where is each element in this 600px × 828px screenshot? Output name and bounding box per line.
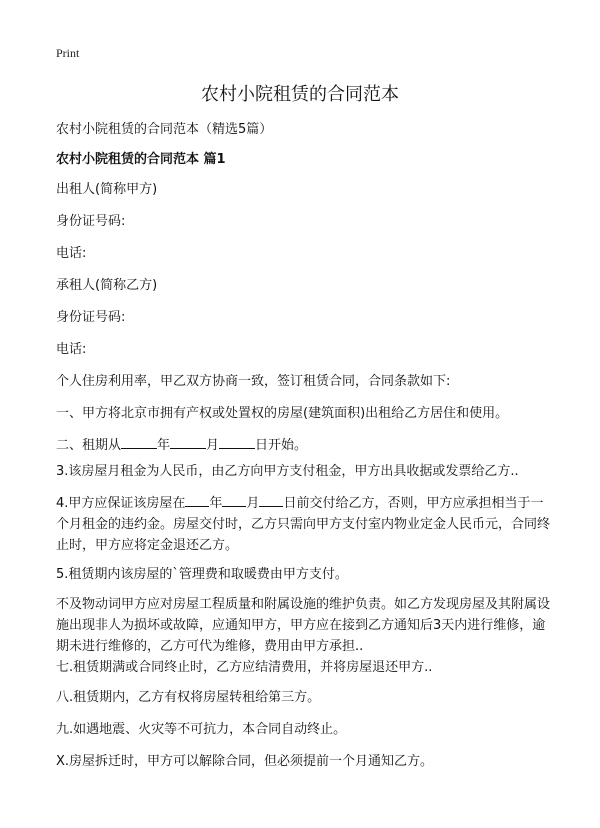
delivery-month-blank [222,492,246,507]
clause-7: 七.租赁期满或合同终止时，乙方应结清费用，并将房屋退还甲方.. [56,660,433,675]
clause-8: 八.租赁期内，乙方有权将房屋转租给第三方。 [56,690,321,705]
lessor-phone-label: 电话: [56,246,87,261]
delivery-day-blank [259,492,283,507]
lessee-phone-label: 电话: [56,342,87,357]
contract-intro: 个人住房利用率，甲乙双方协商一致，签订租赁合同，合同条款如下: [56,374,451,389]
clause-9: 九.如遇地震、火灾等不可抗力，本合同自动终止。 [56,722,347,737]
clause-2-text-a: 二、租期从 [56,438,122,453]
clause-10: X.房屋拆迁时，甲方可以解除合同，但必须提前一个月通知乙方。 [56,754,434,769]
day-blank [219,434,255,449]
clause-2 [56,434,556,456]
clause-6: 不及物动词甲方应对房屋工程质量和附属设施的维护负责。如乙方发现房屋及其附属设施出现非人为损坏或故障，应通知甲方，甲方应在接到乙方通知后3天内进行维修，逾期未进行维修的，乙方可代为维修，费用由甲方承担.. [56,597,551,654]
clause-4 [56,492,556,556]
clause-4-text-b: 年 [209,496,223,511]
delivery-year-blank [185,492,209,507]
clause-4-text-a: 4.甲方应保证该房屋在 [56,496,186,511]
lessor-id-label: 身份证号码: [56,214,126,229]
document-title: 农村小院租赁的合同范本 [201,84,399,105]
document-subtitle: 农村小院租赁的合同范本（精选5篇） [56,122,273,137]
section-heading: 农村小院租赁的合同范本 篇1 [56,152,226,167]
lessee-id-label: 身份证号码: [56,310,126,325]
print-link[interactable]: Print [56,46,80,60]
clause-1: 一、甲方将北京市拥有产权或处置权的房屋(建筑面积)出租给乙方居住和使用。 [56,406,509,421]
clause-4-text-d: 日前交付给乙方，否则，甲方应承担相当于一个月租金的违约金。房屋交付时，乙方只需向甲方支付室内物业定金人民币元，合同终止时，甲方应将定金退还乙方。 [56,496,551,553]
clause-2-text-d: 日开始。 [255,438,308,453]
clause-2-text-c: 月 [206,438,220,453]
clause-5: 5.租赁期内该房屋的`管理费和取暖费由甲方支付。 [56,567,348,582]
month-blank [170,434,206,449]
lessor-label: 出租人(简称甲方) [56,182,158,197]
lessee-label: 承租人(简称乙方) [56,278,158,293]
clause-2-text-b: 年 [157,438,171,453]
year-blank [121,434,157,449]
clause-3: 3.该房屋月租金为人民币，由乙方向甲方支付租金，甲方出具收据或发票给乙方.. [56,464,519,479]
clause-4-text-c: 月 [246,496,260,511]
